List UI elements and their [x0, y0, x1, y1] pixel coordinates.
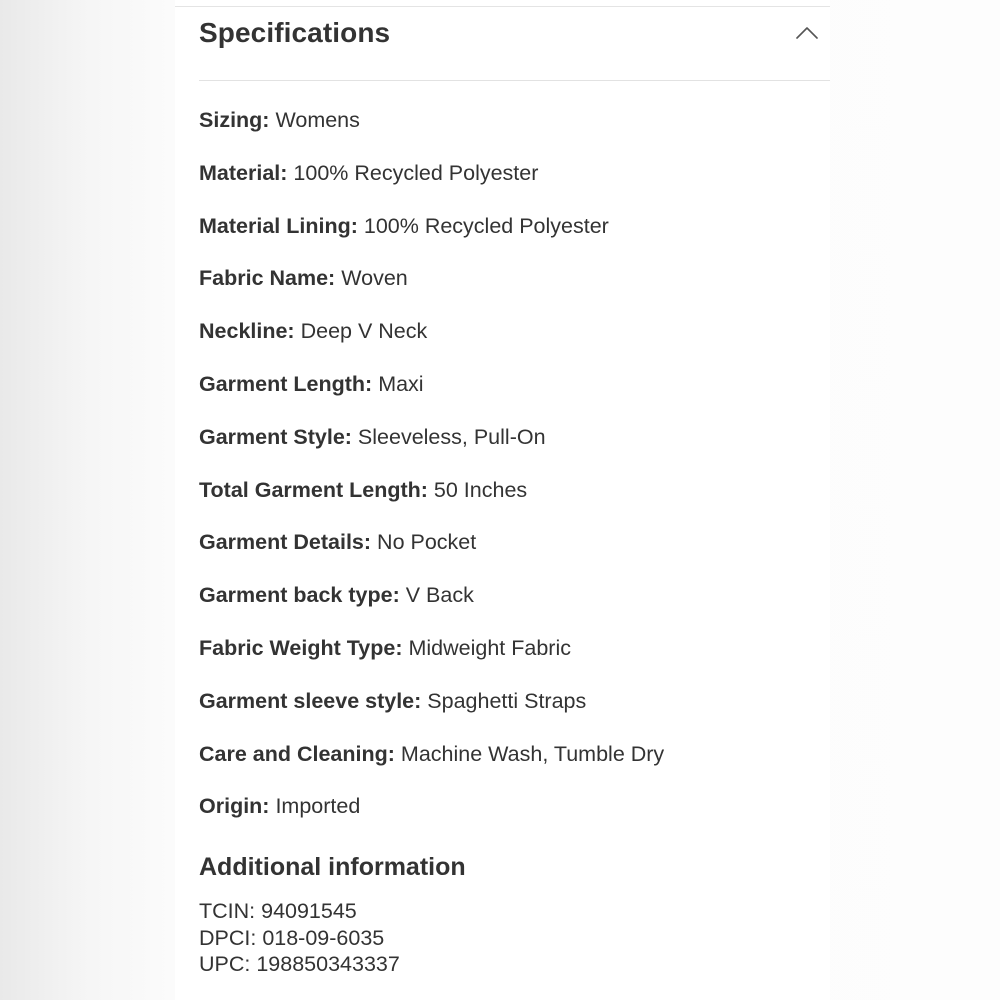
spec-value: Midweight Fabric — [408, 635, 571, 660]
tcin-text: TCIN: 94091545 — [199, 899, 357, 923]
specifications-list — [199, 104, 830, 843]
spec-label: Fabric Weight Type: — [199, 635, 403, 660]
spec-label: Total Garment Length: — [199, 477, 428, 502]
specifications-title: Specifications — [199, 17, 391, 48]
additional-information-title: Additional information — [199, 853, 466, 881]
spec-label: Garment Style: — [199, 424, 352, 449]
spec-label: Material: — [199, 160, 288, 185]
spec-row-fabric-weight-type — [199, 632, 830, 685]
spec-value: Spaghetti Straps — [427, 688, 587, 713]
spec-row-garment-length — [199, 368, 830, 421]
spec-label: Neckline: — [199, 319, 295, 344]
spec-row-material — [199, 157, 830, 210]
spec-row-fabric-name — [199, 262, 830, 315]
upc-text: UPC: 198850343337 — [199, 952, 400, 976]
spec-value: 50 Inches — [433, 477, 528, 502]
spec-value: 100% Recycled Polyester — [363, 213, 609, 238]
spec-value: V Back — [405, 583, 474, 608]
spec-value: No Pocket — [377, 530, 477, 555]
spec-label: Care and Cleaning: — [199, 741, 395, 766]
spec-value: Maxi — [378, 371, 424, 396]
chevron-up-icon[interactable] — [796, 22, 818, 44]
spec-label: Garment back type: — [199, 583, 400, 608]
dpci-text: DPCI: 018-09-6035 — [199, 925, 385, 950]
spec-label: Sizing: — [199, 108, 270, 132]
spec-value: Imported — [275, 794, 361, 819]
spec-row-garment-sleeve-style — [199, 685, 830, 738]
spec-label: Garment Details: — [199, 530, 372, 555]
spec-row-total-garment-length — [199, 474, 830, 527]
spec-row-neckline — [199, 315, 830, 368]
spec-row-sizing — [199, 104, 830, 157]
spec-value: 100% Recycled Polyester — [293, 160, 539, 185]
spec-value: Deep V Neck — [300, 319, 428, 344]
spec-label: Origin: — [199, 794, 270, 819]
spec-label: Material Lining: — [199, 213, 358, 238]
spec-label: Garment sleeve style: — [199, 688, 422, 713]
spec-value: Sleeveless, Pull-On — [357, 424, 546, 449]
additional-information-list — [199, 898, 400, 978]
product-details-panel — [175, 0, 830, 1000]
spec-label: Fabric Name: — [199, 266, 336, 291]
spec-value: Machine Wash, Tumble Dry — [400, 741, 665, 766]
spec-value: Woven — [341, 266, 408, 291]
spec-row-garment-back-type — [199, 579, 830, 632]
spec-row-garment-details — [199, 526, 830, 579]
specifications-accordion-header[interactable] — [199, 8, 830, 81]
top-divider — [175, 6, 830, 7]
spec-row-care-and-cleaning — [199, 738, 830, 791]
spec-row-material-lining — [199, 210, 830, 263]
spec-row-garment-style — [199, 421, 830, 474]
spec-label: Garment Length: — [199, 371, 373, 396]
spec-value: Womens — [275, 108, 360, 132]
spec-row-origin — [199, 790, 830, 843]
